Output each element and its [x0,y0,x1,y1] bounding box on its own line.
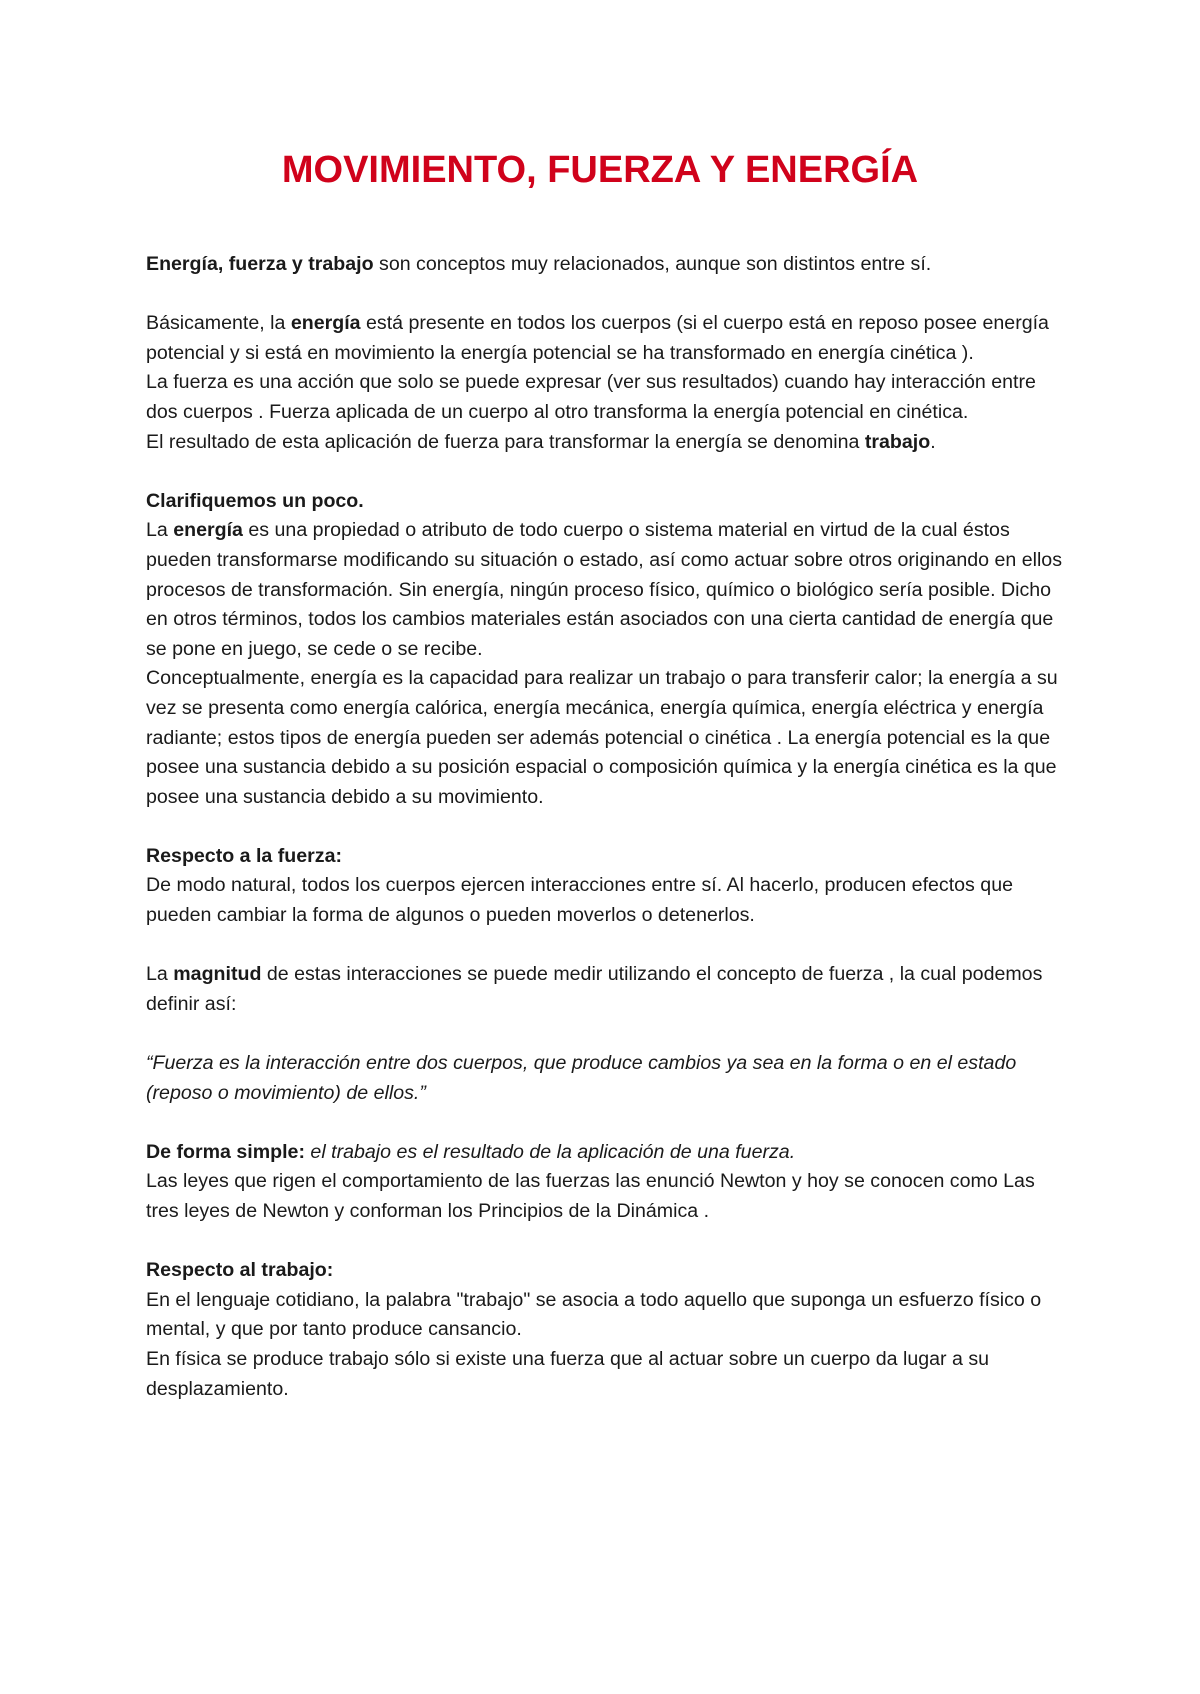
force-quote [146,1049,1066,1108]
simple-bold: De forma simple: [146,1140,305,1163]
force-heading [146,842,1066,872]
newton-paragraph: Las leyes que rigen el comportamiento de las fuerzas las enunció Newton y hoy se conocen como Las tres leyes de Newton y conforman los Principios de la Dinámica . [146,1170,1035,1222]
magnitude-pre: La [146,963,174,986]
energy-concept-paragraph: Conceptualmente, energía es la capacidad para realizar un trabajo o para transferir calor; la energía a su vez se presenta como energía calórica, energía mecánica, energía química, energía eléctrica y energía radiante; estos tipos de energía pueden ser además potencial o cinética . La energía potencial es la que posee una sustancia debido a su posición espacial o composición química y la energía cinética es la que posee una sustancia debido a su movimiento. [146,667,1058,808]
magnitude-post: de estas interacciones se puede medir utilizando el concepto de fuerza , la cual podemos definir así: [146,963,1043,1015]
result-bold: trabajo [864,430,931,453]
magnitude-bold: magnitud [173,963,262,986]
work-heading-text: Respecto al trabajo: [146,1259,334,1282]
energy-def-bold: energía [173,519,243,542]
work-heading [146,1256,1066,1286]
simple-italic: el trabajo es el resultado de la aplicación de una fuerza. [304,1140,796,1163]
intro-bold: Energía, fuerza y trabajo [146,253,374,275]
energy-definition-paragraph [146,516,1066,664]
document-title: MOVIMIENTO, FUERZA Y ENERGÍA [281,149,919,191]
result-post: . [930,430,936,453]
clarify-heading-text: Clarifiquemos un poco. [146,489,364,512]
intro-paragraph [146,250,1066,280]
document-body [146,250,1066,1404]
force-natural-paragraph: De modo natural, todos los cuerpos ejercen interacciones entre sí. Al hacerlo, producen efectos que pueden cambiar la forma de algunos o pueden moverlos o detenerlos. [146,874,1013,927]
basics-pre: Básicamente, la [146,312,291,335]
magnitude-paragraph [146,960,1066,1019]
result-pre: El resultado de esta aplicación de fuerza para transformar la energía se denomina [146,430,865,453]
result-paragraph [146,428,1066,458]
intro-text: son conceptos muy relacionados, aunque son distintos entre sí. [373,253,932,275]
energy-def-post: es una propiedad o atributo de todo cuerpo o sistema material en virtud de la cual éstos pueden transformarse modificando su situación o estado, así como actuar sobre otros originando en ellos procesos de transformación. Sin energía, ningún proceso físico, químico o biológico sería posible. Dicho en otros términos, todos los cambios materiales están asociados con una cierta cantidad de energía que se pone en juego, se cede o se recibe. [146,519,1062,660]
basics-bold: energía [290,312,361,335]
force-quote-text: “Fuerza es la interacción entre dos cuerpos, que produce cambios ya sea en la forma o en el estado (reposo o movimiento) de ellos.” [146,1052,1017,1104]
work-everyday-paragraph: En el lenguaje cotidiano, la palabra "trabajo" se asocia a todo aquello que suponga un esfuerzo físico o mental, y que por tanto produce cansancio. [146,1288,1042,1341]
simple-paragraph [146,1138,1066,1168]
clarify-heading [146,487,1066,517]
basics-post: está presente en todos los cuerpos (si el cuerpo está en reposo posee energía potencial y si está en movimiento la energía potencial se ha transformado en energía cinética ). [146,312,1049,364]
basics-paragraph [146,309,1066,368]
force-heading-text: Respecto a la fuerza: [146,844,343,867]
force-paragraph: La fuerza es una acción que solo se puede expresar (ver sus resultados) cuando hay interacción entre dos cuerpos . Fuerza aplicada de un cuerpo al otro transforma la energía potencial en cinética. [146,371,1036,423]
energy-def-pre: La [146,519,174,542]
work-physics-paragraph: En física se produce trabajo sólo si existe una fuerza que al actuar sobre un cuerpo da lugar a su desplazamiento. [146,1347,990,1400]
